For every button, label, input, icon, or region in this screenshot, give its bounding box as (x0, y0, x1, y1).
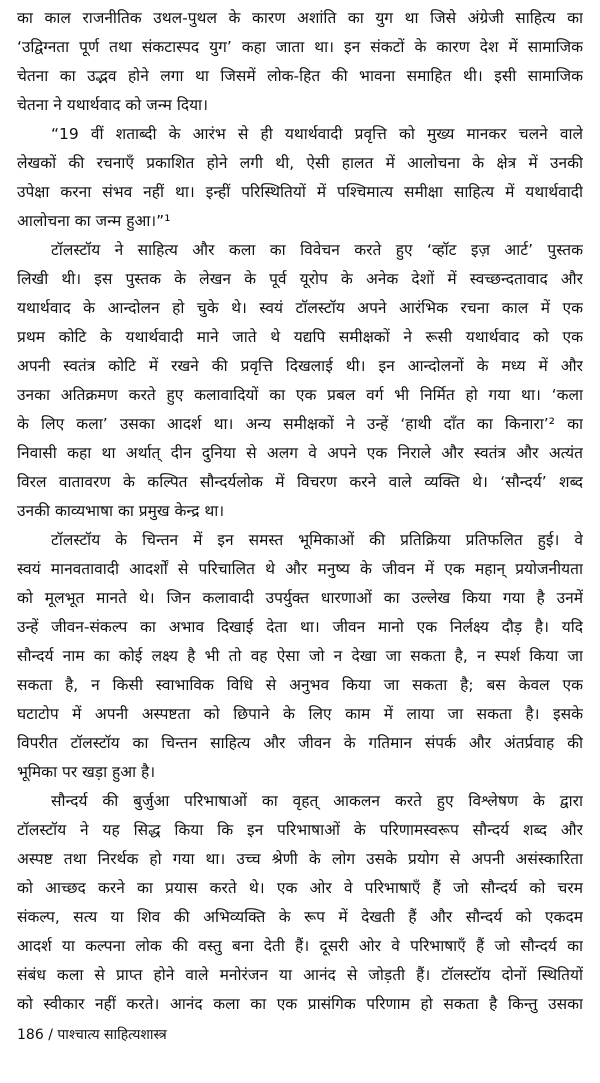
text-line: सौन्दर्य की बुर्जुआ परिभाषाओं का वृहत् आकलन करते हुए विश्लेषण के द्वारा (51, 792, 583, 810)
text-line: सौन्दर्य नाम का कोई लक्ष्य है भी तो वह ऐसा जो न देखा जा सकता है, न स्पर्श किया जा (17, 647, 583, 665)
text-line: प्रथम कोटि के यथार्थवादी माने जाते थे यद्यपि समीक्षकों ने रूसी यथार्थवाद को एक (17, 328, 583, 346)
text-line: टॉलस्टॉय ने साहित्य और कला का विवेचन करते हुए ‘व्हॉट इज़ आर्ट’ पुस्तक (51, 241, 583, 259)
paragraph (17, 4, 583, 120)
text-line: का काल राजनीतिक उथल-पुथल के कारण अशांति का युग था जिसे अंग्रेजी साहित्य का (17, 9, 583, 27)
paragraph (17, 787, 583, 1019)
text-line: संबंध कला से प्राप्त होने वाले मनोरंजन या आनंद से जोड़ती हैं। टॉलस्टॉय दोनों स्थितियों (17, 966, 583, 984)
text-line: विपरीत टॉलस्टॉय का चिन्तन साहित्य और जीवन के गतिमान संपर्क और अंतर्प्रवाह की (17, 734, 583, 752)
text-line: स्वयं मानवतावादी आदर्शों से परिचालित थे और मनुष्य के जीवन में एक महान् प्रयोजनीयता (17, 560, 583, 578)
text-line: चेतना ने यथार्थवाद को जन्म दिया। (17, 96, 208, 114)
text-line: यथार्थवाद के आन्दोलन हो चुके थे। स्वयं टॉलस्टॉय अपने आरंभिक रचना काल में एक (17, 299, 583, 317)
text-line: उन्हें जीवन-संकल्प का अभाव दिखाई देता था। जीवन मानो एक निर्लक्ष्य दौड़ है। यदि (17, 618, 583, 636)
text-line: उनका अतिक्रमण करते हुए कलावादियों का एक प्रबल वर्ग भी निर्मित हो गया था। ‘कला (17, 386, 583, 404)
text-line: टॉलस्टॉय के चिन्तन में इन समस्त भूमिकाओं की प्रतिक्रिया प्रतिफलित हुई। वे (51, 531, 583, 549)
text-line: आलोचना का जन्म हुआ।”¹ (17, 212, 171, 230)
text-line: निवासी कहा था अर्थात् दीन दुनिया से अलग वे अपने एक निराले और स्वतंत्र और अत्यंत (17, 444, 583, 462)
text-line: को स्वीकार नहीं करते। आनंद कला का एक प्रासंगिक परिणाम हो सकता है किन्तु उसका (17, 995, 583, 1013)
text-line: लिखी थी। इस पुस्तक के लेखन के पूर्व यूरोप के अनेक देशों में स्वच्छन्दतावाद और (17, 270, 583, 288)
paragraph (17, 526, 583, 787)
text-line: विरल वातावरण के कल्पित सौन्दर्यलोक में विचरण करने वाले व्यक्ति थे। ‘सौन्दर्य’ शब्द (17, 473, 583, 491)
page-number: 186 (17, 1027, 44, 1043)
book-title: पाश्चात्य साहित्यशास्त्र (57, 1027, 167, 1043)
paragraph (17, 236, 583, 526)
footer-separator: / (48, 1027, 53, 1043)
text-line: ‘उद्विग्नता पूर्ण तथा संकटास्पद युग’ कहा जाता था। इन संकटों के कारण देश में सामाजिक (17, 38, 583, 56)
text-line: टॉलस्टॉय ने यह सिद्ध किया कि इन परिभाषाओं के परिणामस्वरूप सौन्दर्य शब्द और (17, 821, 583, 839)
page-body (17, 4, 583, 1019)
text-line: घटाटोप में अपनी अस्पष्टता को छिपाने के लिए काम में लाया जा सकता है। इसके (17, 705, 583, 723)
text-line: अस्पष्ट तथा निरर्थक हो गया था। उच्च श्रेणी के लोग उसके प्रयोग से अपनी असंस्कारिता (17, 850, 583, 868)
text-line: लेखकों की रचनाएँ प्रकाशित होने लगी थी, ऐसी हालत में आलोचना के क्षेत्र में उनकी (17, 154, 583, 172)
text-line: को आच्छद करने का प्रयास करते थे। एक ओर वे परिभाषाएँ हैं जो सौन्दर्य को चरम (17, 879, 583, 897)
text-line: अपनी स्वतंत्र कोटि में रखने की प्रवृत्ति दिखलाई थी। इन आन्दोलनों के मध्य में और (17, 357, 583, 375)
text-line: उपेक्षा करना संभव नहीं था। इन्हीं परिस्थितियों में पश्चिमात्य समीक्षा साहित्य में यथार्थवादी (17, 183, 583, 201)
text-line: भूमिका पर खड़ा हुआ है। (17, 763, 156, 781)
text-line: चेतना का उद्भव होने लगा था जिसमें लोक-हित की भावना समाहित थी। इसी सामाजिक (17, 67, 583, 85)
text-line: संकल्प, सत्य या शिव की अभिव्यक्ति के रूप में देखती हैं और सौन्दर्य को एकदम (17, 908, 583, 926)
text-line: सकता है, न किसी स्वाभाविक विधि से अनुभव किया जा सकता है; बस केवल एक (17, 676, 583, 694)
text-line: आदर्श या कल्पना लोक की वस्तु बना देती हैं। दूसरी ओर वे परिभाषाएँ हैं जो सौन्दर्य का (17, 937, 583, 955)
page-footer (17, 1024, 167, 1046)
text-line: के लिए कला’ उसका आदर्श था। अन्य समीक्षकों ने उन्हें ‘हाथी दाँत का किनारा’² का (17, 415, 583, 433)
text-line: को मूलभूत मानते थे। जिन कलावादी उपर्युक्त धारणाओं का उल्लेख किया गया है उनमें (17, 589, 583, 607)
text-line: उनकी काव्यभाषा का प्रमुख केन्द्र था। (17, 502, 225, 520)
text-line: “19 वीं शताब्दी के आरंभ से ही यथार्थवादी प्रवृत्ति को मुख्य मानकर चलने वाले (51, 125, 583, 143)
paragraph (17, 120, 583, 236)
